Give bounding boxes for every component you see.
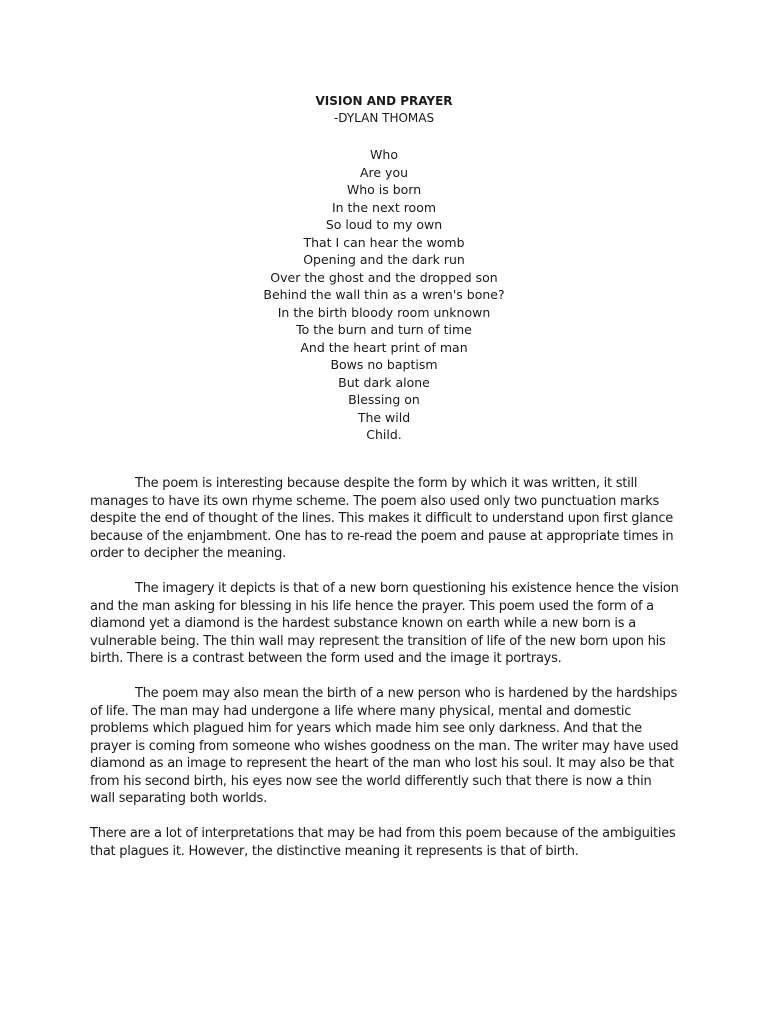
poem-title: VISION AND PRAYER — [315, 94, 453, 108]
poem-line: Over the ghost and the dropped son — [270, 269, 498, 285]
poem-line: And the heart print of man — [300, 339, 468, 355]
poem-line: The wild — [357, 409, 411, 425]
essay-paragraph: The imagery it depicts is that of a new born questioning his existence hence the vision and the man asking for blessing in his life hence the prayer. This poem used the form of a diamond yet a diamond is the hardest substance known on earth while a new born is a vulnerable being. The thin wall may represent the transition of life of the new born upon his birth. There is a contrast between the form used and the image it portrays. — [90, 581, 679, 666]
poem-line: Blessing on — [348, 392, 420, 407]
poem-line: Bows no baptism — [330, 357, 438, 372]
poem-line: In the next room — [331, 199, 437, 215]
poem-body — [0, 146, 768, 444]
essay-paragraph: The poem may also mean the birth of a new person who is hardened by the hardships of life. The man may had undergone a life where many physical, mental and domestic problems which plagued him for years which made him see only darkness. And that the prayer is coming from someone who wishes goodness on the man. The writer may have used diamond as an image to represent the heart of the man who lost his soul. It may also be that from his second birth, his eyes now see the world differently such that there is now a thin wall separating both worlds. — [90, 686, 679, 806]
poem-author: -DYLAN THOMAS — [333, 111, 435, 125]
poem-line: In the birth bloody room unknown — [277, 304, 491, 320]
essay-paragraph: The poem is interesting because despite the form by which it was written, it still manages to have its own rhyme scheme. The poem also used only two punctuation marks despite the end of thought of the lines. This makes it difficult to understand upon first glance because of the enjambment. One has to re-read the poem and pause at appropriate times in order to decipher the meaning. — [90, 476, 674, 561]
poem-line: Behind the wall thin as a wren's bone? — [263, 287, 505, 302]
poem-line: But dark alone — [338, 374, 430, 390]
poem-line: Who is born — [346, 182, 422, 197]
poem-line: Who — [370, 147, 398, 162]
poem-line: To the burn and turn of time — [296, 322, 472, 337]
essay-body — [90, 475, 680, 878]
poem-line: That I can hear the womb — [303, 234, 465, 250]
poem-line: Child. — [366, 427, 402, 442]
poem-line: Are you — [359, 164, 409, 180]
poem-line: So loud to my own — [325, 217, 443, 232]
poem-line: Opening and the dark run — [303, 252, 465, 267]
essay-paragraph: There are a lot of interpretations that may be had from this poem because of the ambiguities that plagues it. However, the distinctive meaning it represents is that of birth. — [90, 826, 676, 859]
